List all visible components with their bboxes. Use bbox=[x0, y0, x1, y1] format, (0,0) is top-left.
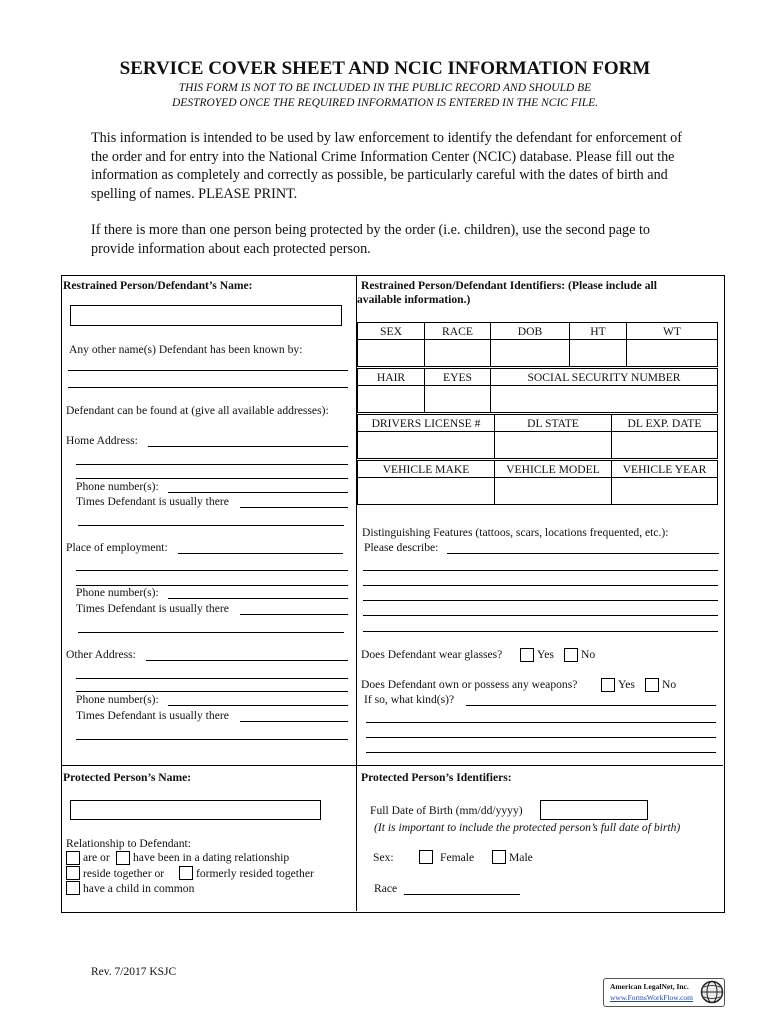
ssn-cell[interactable] bbox=[491, 386, 718, 413]
employment-label: Place of employment: bbox=[66, 541, 168, 554]
race-cell[interactable] bbox=[425, 340, 491, 367]
home-phone-label: Phone number(s): bbox=[76, 480, 159, 493]
features-label: Distinguishing Features (tattoos, scars, locations frequented, etc.): bbox=[362, 526, 669, 539]
weight-cell[interactable] bbox=[627, 340, 718, 367]
height-header: HT bbox=[570, 323, 627, 340]
vehicle-make-cell[interactable] bbox=[358, 478, 495, 505]
female-checkbox[interactable] bbox=[419, 850, 433, 864]
employment-times-field[interactable] bbox=[240, 614, 348, 615]
weapons-yes-label: Yes bbox=[618, 678, 635, 691]
drivers-license-header: DRIVERS LICENSE # bbox=[358, 415, 495, 432]
sex-header: SEX bbox=[358, 323, 425, 340]
drivers-license-cell[interactable] bbox=[358, 432, 495, 459]
race-header: RACE bbox=[425, 323, 491, 340]
other-times-label: Times Defendant is usually there bbox=[76, 709, 229, 722]
formerly-label: formerly resided together bbox=[196, 867, 314, 880]
home-address-line-3[interactable] bbox=[76, 478, 348, 479]
have-been-checkbox[interactable] bbox=[116, 851, 130, 865]
employment-field[interactable] bbox=[178, 553, 343, 554]
home-times-label: Times Defendant is usually there bbox=[76, 495, 229, 508]
dl-exp-cell[interactable] bbox=[612, 432, 718, 459]
other-names-line-1[interactable] bbox=[68, 370, 348, 371]
globe-icon bbox=[700, 980, 724, 1004]
weapons-no-checkbox[interactable] bbox=[645, 678, 659, 692]
home-times-line-2[interactable] bbox=[78, 525, 344, 526]
weapons-kind-line-4[interactable] bbox=[366, 752, 716, 753]
sex-cell[interactable] bbox=[358, 340, 425, 367]
dl-state-header: DL STATE bbox=[495, 415, 612, 432]
found-at-label: Defendant can be found at (give all available addresses): bbox=[66, 404, 329, 417]
employment-phone-label: Phone number(s): bbox=[76, 586, 159, 599]
home-address-field[interactable] bbox=[148, 446, 348, 447]
identifiers-row-1 bbox=[357, 322, 718, 367]
protected-dob-label: Full Date of Birth (mm/dd/yyyy) bbox=[370, 804, 523, 817]
dob-header: DOB bbox=[491, 323, 570, 340]
protected-name-label: Protected Person’s Name: bbox=[63, 771, 192, 784]
defendant-name-label: Restrained Person/Defendant’s Name: bbox=[63, 279, 253, 292]
eyes-header: EYES bbox=[425, 369, 491, 386]
protected-dob-field[interactable] bbox=[540, 800, 648, 820]
weapons-kind-label: If so, what kind(s)? bbox=[364, 693, 455, 706]
home-address-label: Home Address: bbox=[66, 434, 138, 447]
child-checkbox[interactable] bbox=[66, 881, 80, 895]
height-cell[interactable] bbox=[570, 340, 627, 367]
vehicle-model-cell[interactable] bbox=[495, 478, 612, 505]
destroy-note: DESTROYED ONCE THE REQUIRED INFORMATION IS ENTERED IN THE NCIC FILE. bbox=[171, 97, 599, 109]
dob-cell[interactable] bbox=[491, 340, 570, 367]
reside-checkbox[interactable] bbox=[66, 866, 80, 880]
section-divider bbox=[61, 765, 723, 766]
relationship-label: Relationship to Defendant: bbox=[66, 837, 191, 850]
american-legalnet-logo bbox=[603, 978, 725, 1007]
glasses-yes-checkbox[interactable] bbox=[520, 648, 534, 662]
other-address-field[interactable] bbox=[146, 660, 348, 661]
defendant-name-field[interactable] bbox=[70, 305, 342, 326]
home-times-field[interactable] bbox=[240, 507, 348, 508]
are-or-label: are or bbox=[83, 851, 110, 864]
multiple-persons-paragraph: If there is more than one person being protected by the order (i.e. children), use the second page to provide information about each protected person. bbox=[91, 222, 651, 257]
vehicle-year-cell[interactable] bbox=[612, 478, 718, 505]
vehicle-model-header: VEHICLE MODEL bbox=[495, 461, 612, 478]
ssn-header: SOCIAL SECURITY NUMBER bbox=[491, 369, 718, 386]
other-names-line-2[interactable] bbox=[68, 387, 348, 388]
other-names-label: Any other name(s) Defendant has been known by: bbox=[69, 343, 303, 356]
describe-line-6[interactable] bbox=[363, 631, 718, 632]
identifiers-row-2 bbox=[357, 368, 718, 413]
home-address-line-2[interactable] bbox=[76, 464, 348, 465]
employment-times-label: Times Defendant is usually there bbox=[76, 602, 229, 615]
describe-line-4[interactable] bbox=[363, 600, 718, 601]
describe-field[interactable] bbox=[447, 553, 719, 554]
male-checkbox[interactable] bbox=[492, 850, 506, 864]
describe-line-2[interactable] bbox=[363, 570, 718, 571]
weapons-no-label: No bbox=[662, 678, 677, 691]
logo-name: American LegalNet, Inc. bbox=[610, 982, 689, 991]
dl-state-cell[interactable] bbox=[495, 432, 612, 459]
protected-dob-note: (It is important to include the protected person’s full date of birth) bbox=[374, 821, 681, 834]
form-title: SERVICE COVER SHEET AND NCIC INFORMATION FORM bbox=[119, 58, 651, 79]
protected-sex-label: Sex: bbox=[373, 851, 394, 864]
dl-exp-header: DL EXP. DATE bbox=[612, 415, 718, 432]
other-times-line-2[interactable] bbox=[76, 739, 348, 740]
weapons-kind-line-3[interactable] bbox=[366, 737, 716, 738]
are-checkbox[interactable] bbox=[66, 851, 80, 865]
protected-name-field[interactable] bbox=[70, 800, 321, 820]
vehicle-year-header: VEHICLE YEAR bbox=[612, 461, 718, 478]
weapons-kind-line-2[interactable] bbox=[366, 722, 716, 723]
female-label: Female bbox=[440, 851, 475, 864]
glasses-label: Does Defendant wear glasses? bbox=[361, 648, 503, 661]
weapons-label: Does Defendant own or possess any weapons? bbox=[361, 678, 578, 691]
employment-phone-field[interactable] bbox=[168, 598, 348, 599]
identifiers-heading-line-1: Restrained Person/Defendant Identifiers: (Please include all bbox=[361, 279, 657, 292]
child-label: have a child in common bbox=[83, 882, 195, 895]
identifiers-row-3 bbox=[357, 414, 718, 459]
glasses-no-checkbox[interactable] bbox=[564, 648, 578, 662]
revision-label: Rev. 7/2017 KSJC bbox=[91, 966, 177, 978]
glasses-no-label: No bbox=[581, 648, 596, 661]
vehicle-make-header: VEHICLE MAKE bbox=[358, 461, 495, 478]
formerly-checkbox[interactable] bbox=[179, 866, 193, 880]
protected-race-label: Race bbox=[374, 882, 398, 895]
other-phone-label: Phone number(s): bbox=[76, 693, 159, 706]
eyes-cell[interactable] bbox=[425, 386, 491, 413]
describe-line-5[interactable] bbox=[363, 615, 718, 616]
dating-label: have been in a dating relationship bbox=[133, 851, 290, 864]
identifiers-heading-line-2: available information.) bbox=[357, 293, 471, 306]
employment-line-2[interactable] bbox=[76, 570, 348, 571]
other-address-line-2[interactable] bbox=[76, 678, 348, 679]
identifiers-row-4 bbox=[357, 460, 718, 505]
weight-header: WT bbox=[627, 323, 718, 340]
weapons-kind-field[interactable] bbox=[466, 705, 716, 706]
describe-label: Please describe: bbox=[364, 541, 439, 554]
hair-header: HAIR bbox=[358, 369, 425, 386]
protected-identifiers-label: Protected Person’s Identifiers: bbox=[361, 771, 512, 784]
describe-line-3[interactable] bbox=[363, 585, 718, 586]
weapons-yes-checkbox[interactable] bbox=[601, 678, 615, 692]
intro-paragraph: This information is intended to be used by law enforcement to identify the defendant for enforcement of the order and for entry into the National Crime Information Center (NCIC) database. Please fill out the information as completely and correctly as possible, be particularly careful with the dates of birth and spelling of names. PLEASE PRINT. bbox=[91, 130, 682, 202]
logo-url-link[interactable]: www.FormsWorkFlow.com bbox=[610, 993, 694, 1002]
employment-times-line-2[interactable] bbox=[78, 632, 344, 633]
other-phone-field[interactable] bbox=[168, 705, 348, 706]
reside-label: reside together or bbox=[83, 867, 165, 880]
home-phone-field[interactable] bbox=[168, 492, 348, 493]
public-record-note: THIS FORM IS NOT TO BE INCLUDED IN THE PUBLIC RECORD AND SHOULD BE bbox=[178, 82, 592, 94]
protected-race-field[interactable] bbox=[404, 894, 520, 895]
other-address-line-3[interactable] bbox=[76, 691, 348, 692]
male-label: Male bbox=[509, 851, 533, 864]
other-times-field[interactable] bbox=[240, 721, 348, 722]
other-address-label: Other Address: bbox=[66, 648, 136, 661]
hair-cell[interactable] bbox=[358, 386, 425, 413]
glasses-yes-label: Yes bbox=[537, 648, 554, 661]
